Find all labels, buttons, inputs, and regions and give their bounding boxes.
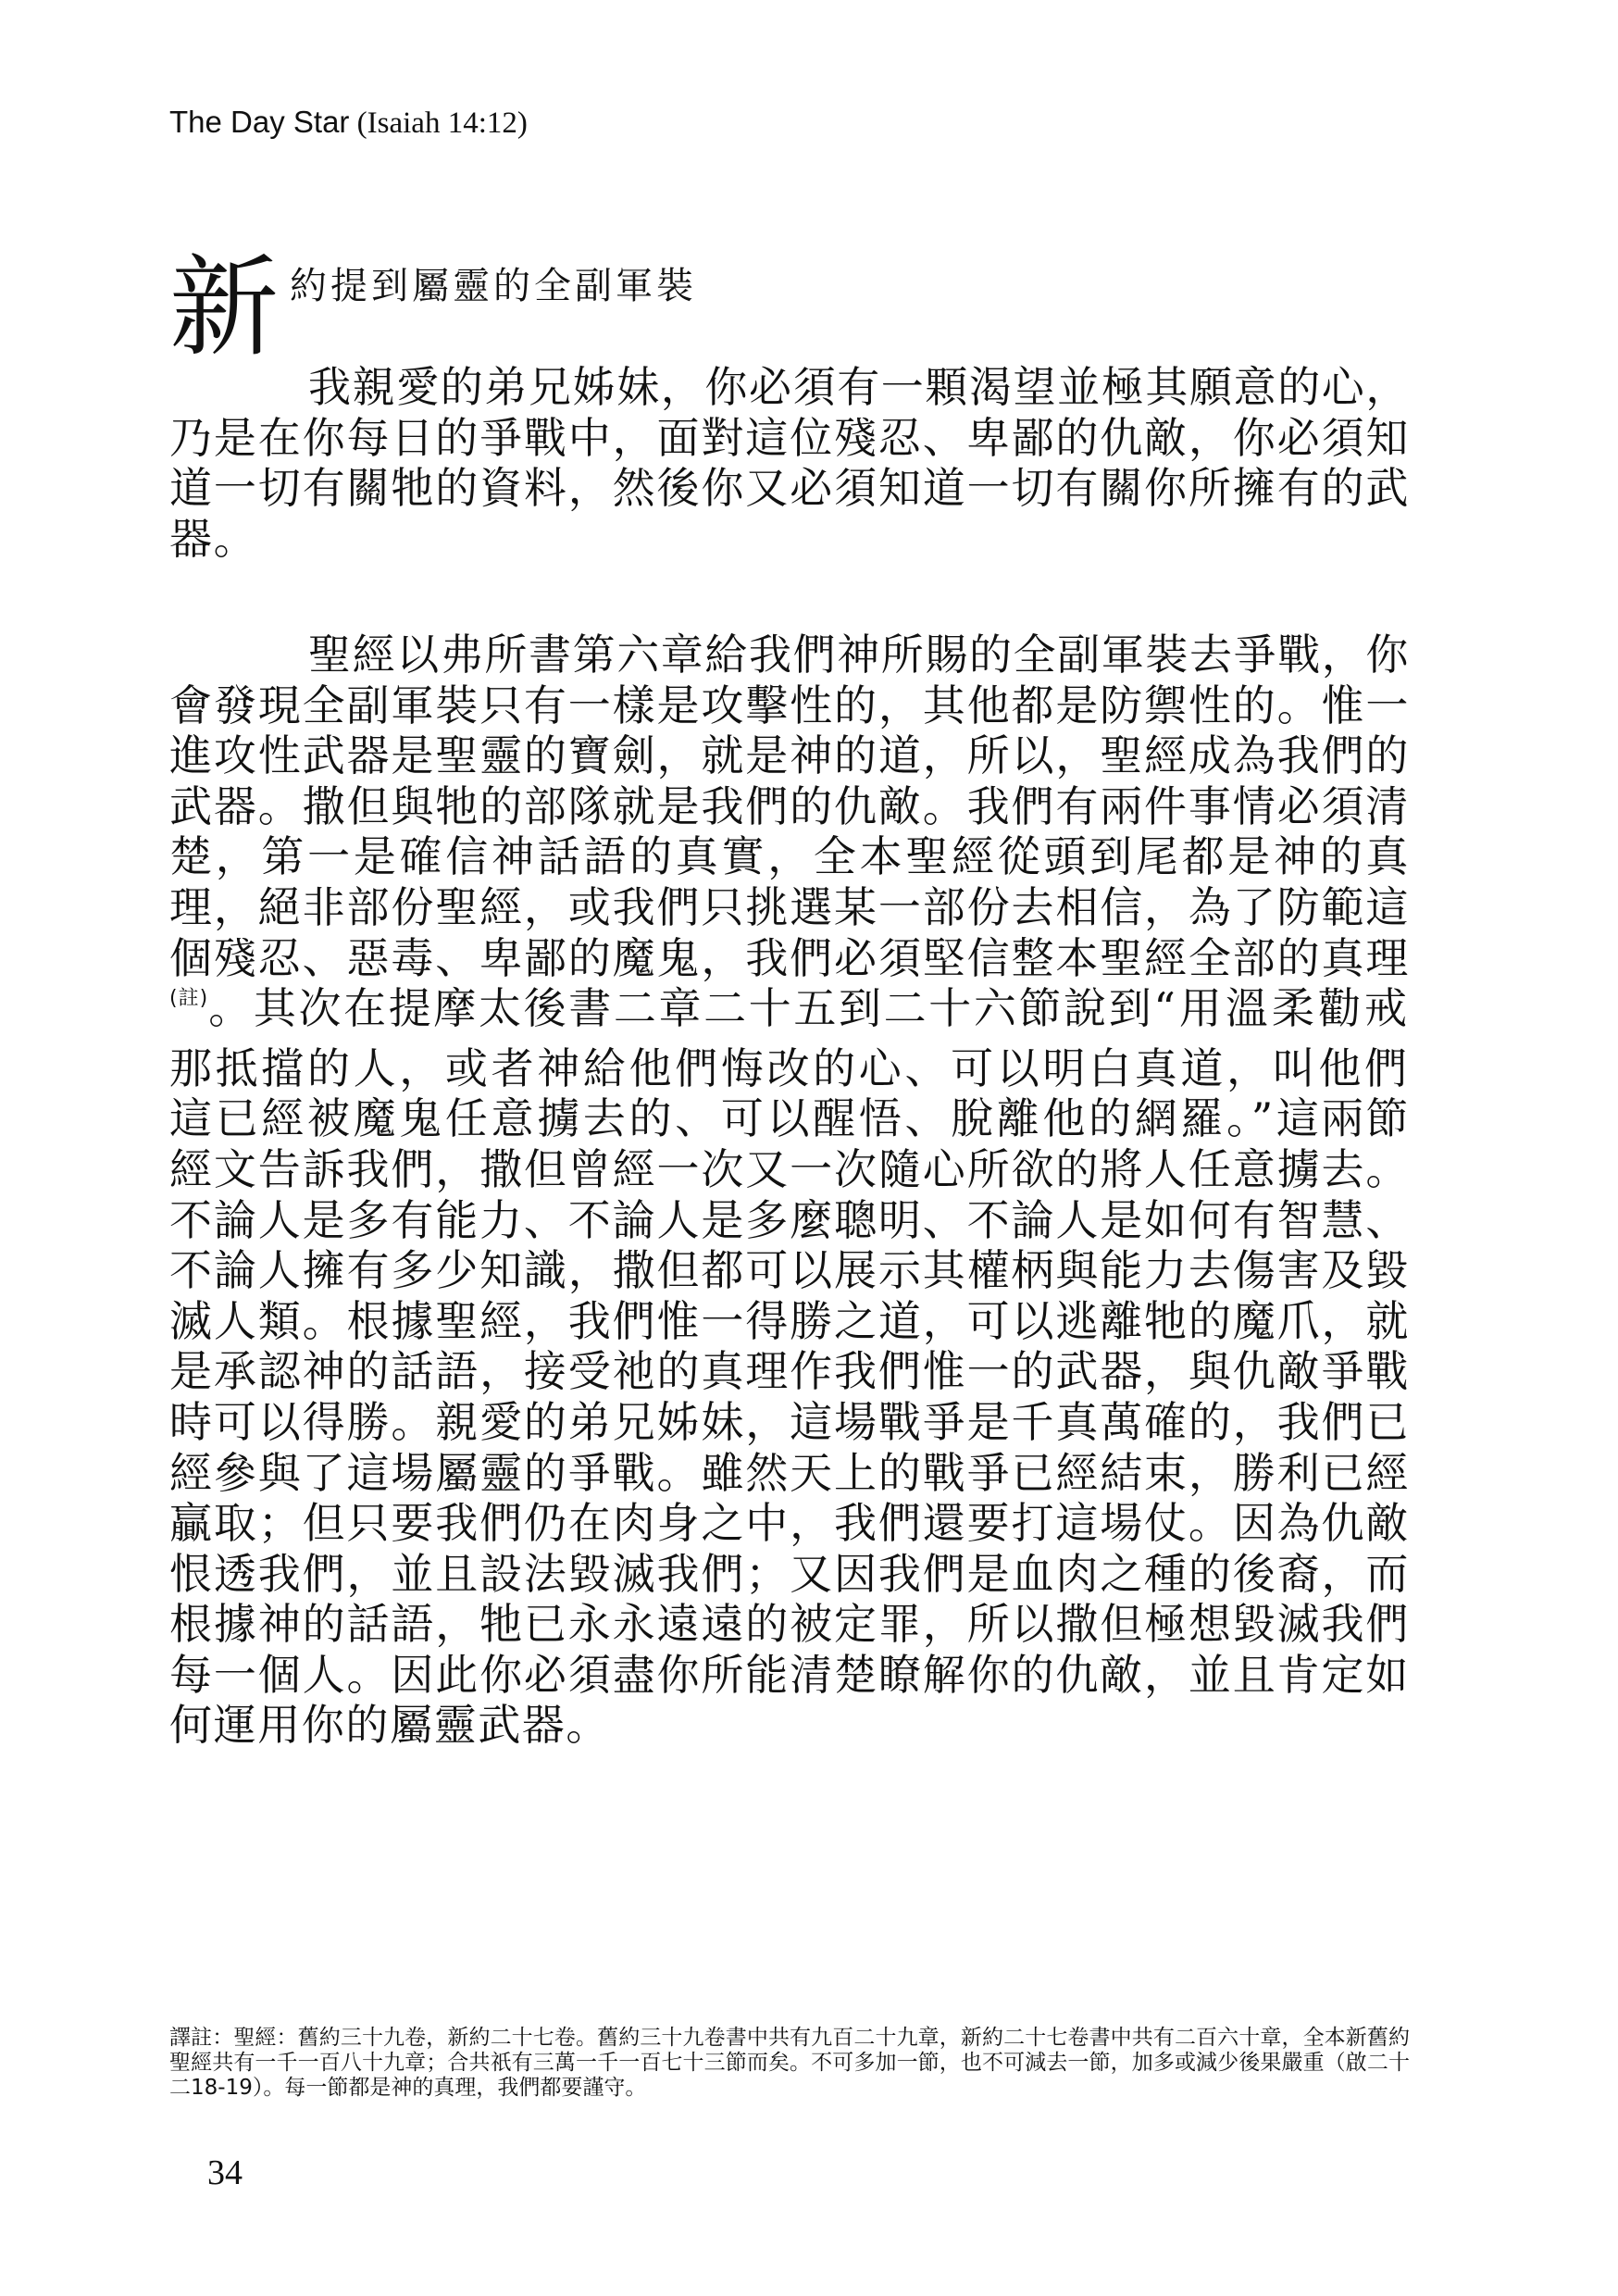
running-head-title: The Day Star — [169, 105, 350, 139]
page-number: 34 — [207, 2153, 243, 2192]
running-head-reference: (Isaiah 14:12) — [356, 106, 528, 140]
translator-footnote: 譯註：聖經：舊約三十九卷，新約二十七卷。舊約三十九卷書中共有九百二十九章，新約二十七卷書中共有二百六十章，全本新舊約聖經共有一千一百八十九章；合共祇有三萬一千一百七十三節而矣。不可多加一節，也不可減去一節，加多或減少後果嚴重（啟二十二18-19）。每一節都是神的真理，我們都要謹守。 — [169, 2026, 1410, 2100]
scripture-quote: “用溫柔勸戒那抵擋的人，或者神給他們悔改的心、可以明白真道，叫他們這已經被魔鬼任意擄去的、可以醒悟、脫離他的網羅。” — [169, 983, 1410, 1144]
footnote-marker: (註) — [169, 987, 208, 1011]
drop-cap: 新 — [169, 243, 280, 371]
body-paragraph-1: 我親愛的弟兄姊妹，你必須有一顆渴望並極其願意的心，乃是在你每日的爭戰中，面對這位殘忍、卑鄙的仇敵，你必須知道一切有關牠的資料，然後你又必須知道一切有關你所擁有的武器。 — [169, 362, 1410, 564]
paragraph-2-text-a: 聖經以弗所書第六章給我們神所賜的全副軍裝去爭戰，你會發現全副軍裝只有一樣是攻擊性的，其他都是防禦性的。惟一進攻性武器是聖靈的寶劍，就是神的道，所以，聖經成為我們的武器。撒但與牠的部隊就是我們的仇敵。我們有兩件事情必須清楚，第一是確信神話語的真實，全本聖經從頭到尾都是神的真理，絕非部份聖經，或我們只挑選某一部份去相信，為了防範這個殘忍、惡毒、卑鄙的魔鬼，我們必須堅信整本聖經全部的真理 — [169, 630, 1410, 983]
paragraph-2-text-b: 。其次在提摩太後書二章二十五到二十六節說到 — [207, 983, 1154, 1034]
section-heading — [169, 243, 1465, 381]
paragraph-2-text-c: 這兩節經文告訴我們，撒但曾經一次又一次隨心所欲的將人任意擄去。不論人是多有能力、不論人是多麼聰明、不論人是如何有智慧、不論人擁有多少知識，撒但都可以展示其權柄與能力去傷害及毀滅人類。根據聖經，我們惟一得勝之道，可以逃離牠的魔爪，就是承認神的話語，接受祂的真理作我們惟一的武器，與仇敵爭戰時可以得勝。親愛的弟兄姊妹，這場戰爭是千真萬確的，我們已經參與了這場屬靈的爭戰。雖然天上的戰爭已經結束，勝利已經贏取；但只要我們仍在肉身之中，我們還要打這場仗。因為仇敵恨透我們，並且設法毀滅我們；又因我們是血肉之種的後裔，而根據神的話語，牠已永永遠遠的被定罪，所以撒但極想毀滅我們每一個人。因此你必須盡你所能清楚瞭解你的仇敵，並且肯定如何運用你的屬靈武器。 — [169, 1093, 1410, 1751]
running-head — [169, 104, 528, 142]
section-heading-text: 約提到屬靈的全副軍裝 — [290, 265, 697, 307]
body-paragraph-2 — [169, 630, 1410, 1751]
